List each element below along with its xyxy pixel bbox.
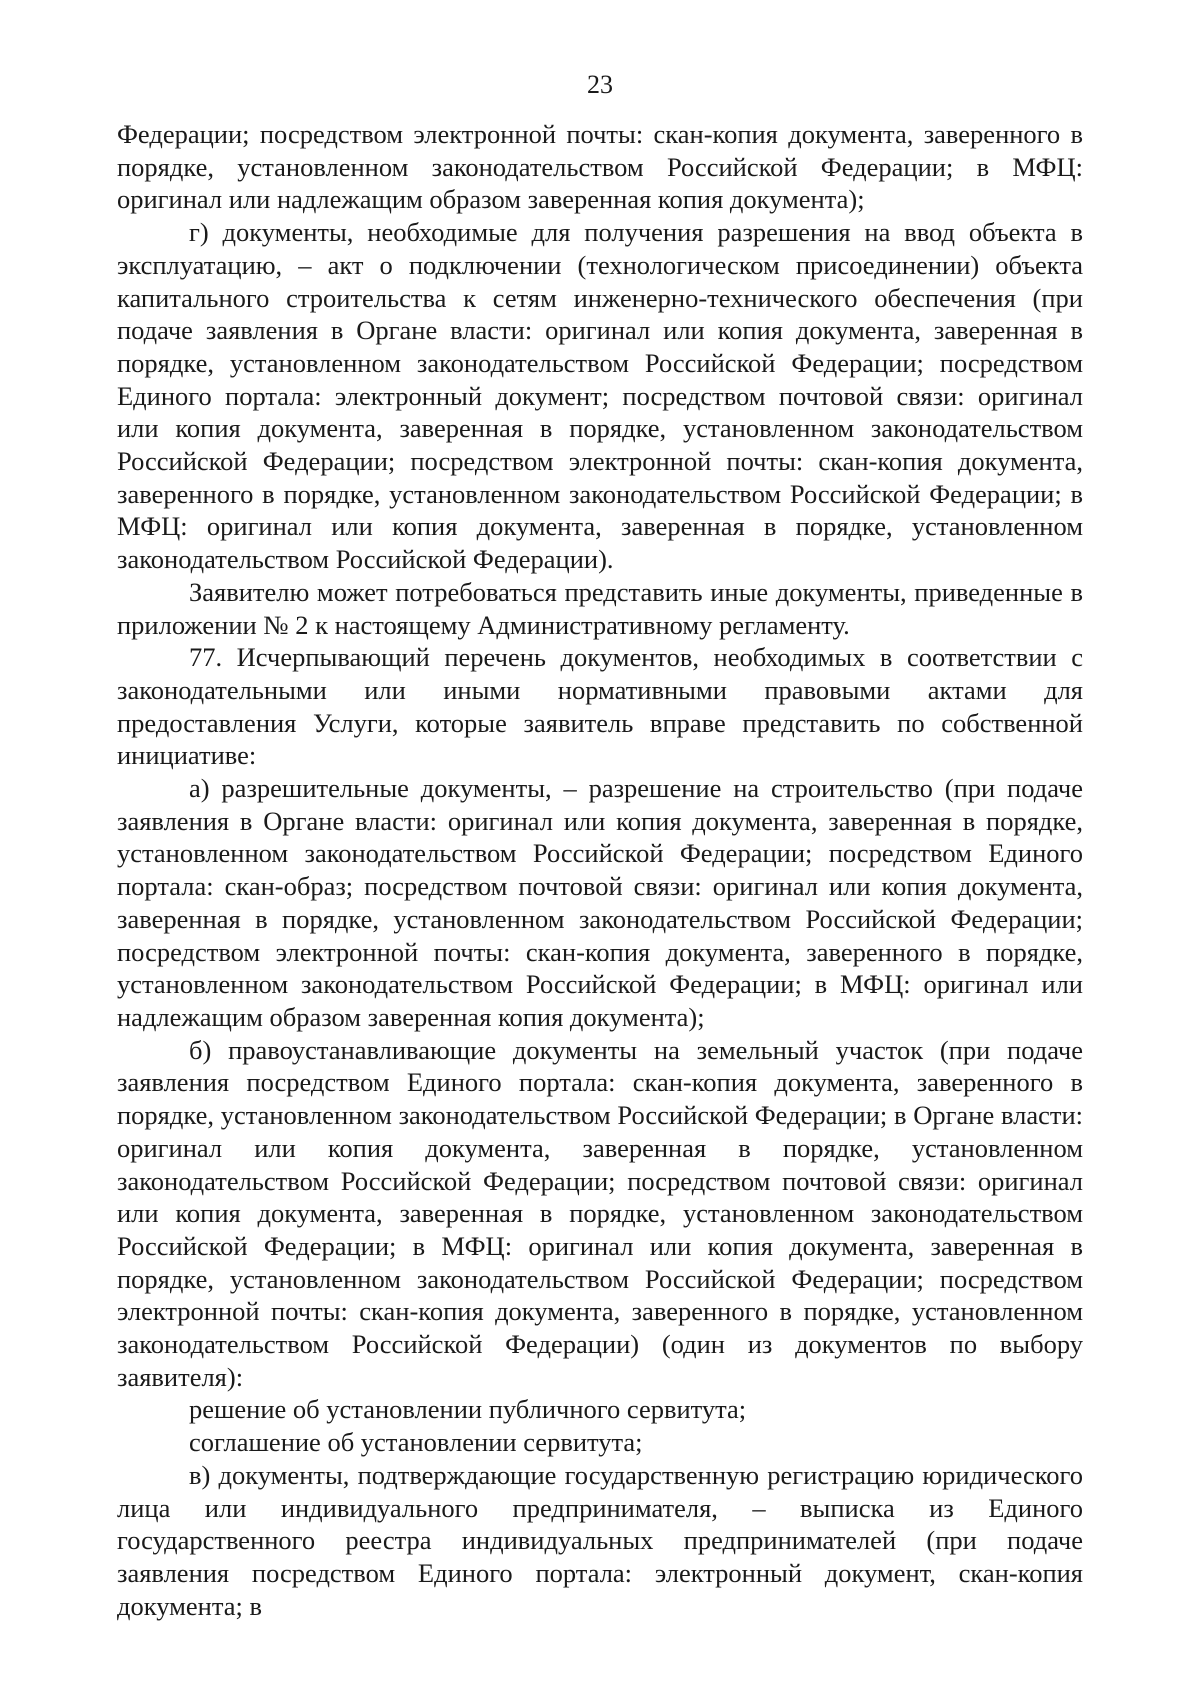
paragraph-applicant-note: Заявителю может потребоваться представить иные документы, приведенные в приложении № 2 к настоящему Административному регламенту. [117, 576, 1083, 640]
paragraph-item-v: в) документы, подтверждающие государственную регистрацию юридического лица или индивидуального предпринимателя, – выписка из Единого государственного реестра индивидуальных предпринимателей (при подаче заявления посредством Единого портала: электронный документ, скан-копия документа; в [117, 1459, 1083, 1621]
paragraph-item-g: г) документы, необходимые для получения разрешения на ввод объекта в эксплуатацию, – акт о подключении (технологическом присоединении) объекта капитального строительства к сетям инженерно-технического обеспечения (при подаче заявления в Органе власти: оригинал или копия документа, заверенная в порядке, установленном законодательством Российской Федерации; посредством Единого портала: электронный документ; посредством почтовой связи: оригинал или копия документа, заверенная в порядке, установленном законодательством Российской Федерации; посредством электронной почты: скан-копия документа, заверенного в порядке, установленном законодательством Российской Федерации; в МФЦ: оригинал или копия документа, заверенная в порядке, установленном законодательством Российской Федерации). [117, 217, 1083, 575]
paragraph-public-servitude: решение об установлении публичного сервитута; [189, 1394, 747, 1425]
paragraph-continuation: Федерации; посредством электронной почты: скан-копия документа, заверенного в порядке, установленном законодательством Российской Федерации; в МФЦ: оригинал или надлежащим образом заверенная копия документа); [117, 119, 1083, 215]
paragraph-section-77: 77. Исчерпывающий перечень документов, необходимых в соответствии с законодательными или иными нормативными правовыми актами для предоставления Услуги, которые заявитель вправе представить по собственной инициативе: [117, 642, 1083, 771]
page-number: 23 [587, 70, 613, 99]
paragraph-item-a: а) разрешительные документы, – разрешение на строительство (при подаче заявления в Органе власти: оригинал или копия документа, заверенная в порядке, установленном законодательством Российской Федерации; посредством Единого портала: скан-образ; посредством почтовой связи: оригинал или копия документа, заверенная в порядке, установленном законодательством Российской Федерации; посредством электронной почты: скан-копия документа, заверенного в порядке, установленном законодательством Российской Федерации; в МФЦ: оригинал или надлежащим образом заверенная копия документа); [117, 773, 1083, 1032]
paragraph-item-b: б) правоустанавливающие документы на земельный участок (при подаче заявления посредством Единого портала: скан-копия документа, заверенного в порядке, установленном законодательством Российской Федерации; в Органе власти: оригинал или копия документа, заверенная в порядке, установленном законодательством Российской Федерации; посредством почтовой связи: оригинал или копия документа, заверенная в порядке, установленном законодательством Российской Федерации; в МФЦ: оригинал или копия документа, заверенная в порядке, установленном законодательством Российской Федерации; посредством электронной почты: скан-копия документа, заверенного в порядке, установленном законодательством Российской Федерации) (один из документов по выбору заявителя): [117, 1034, 1083, 1392]
paragraph-servitude-agreement: соглашение об установлении сервитута; [189, 1427, 643, 1458]
document-body [117, 118, 1083, 1622]
